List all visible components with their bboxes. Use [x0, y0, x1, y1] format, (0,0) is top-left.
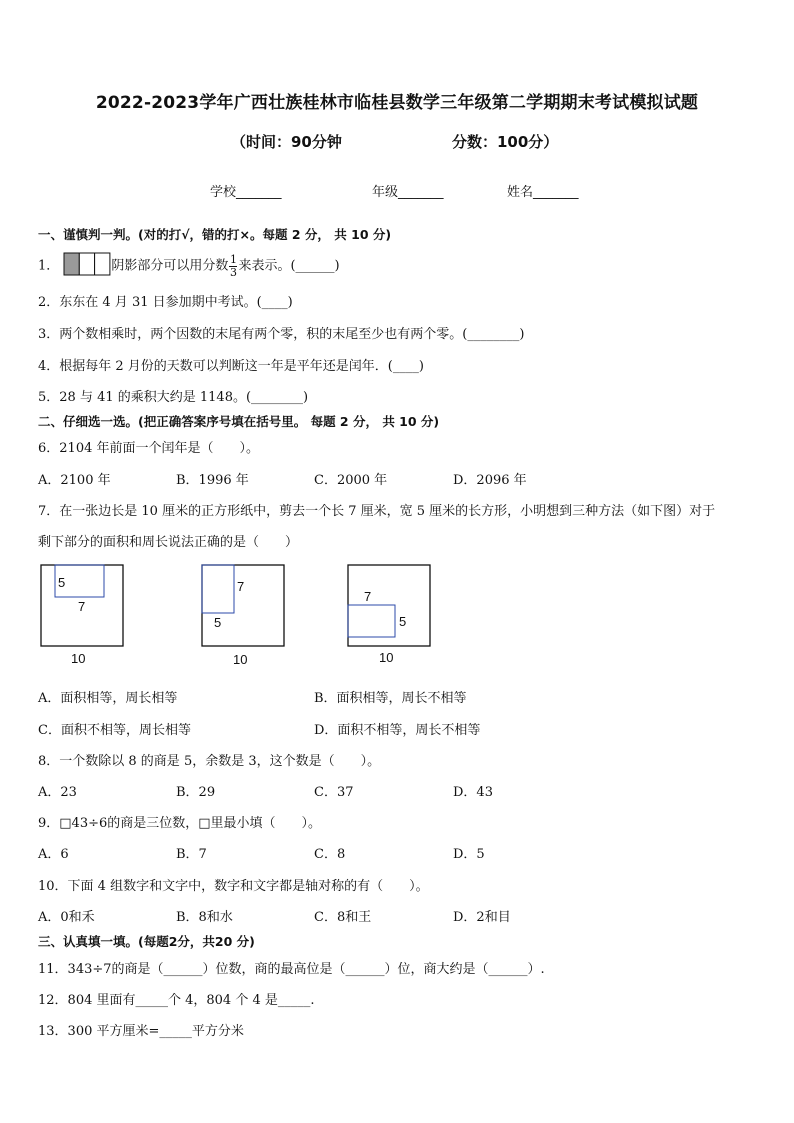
q1-text-before: 阴影部分可以用分数: [111, 258, 229, 274]
question-13: 13．300 平方厘米=_____平方分米: [38, 1024, 244, 1039]
q8-option-d: D．43: [453, 785, 493, 800]
question-5: 5．28 与 41 的乘积大约是 1148。(________): [38, 390, 309, 405]
exam-time: （时间：90分钟: [231, 133, 342, 151]
question-3: 3．两个数相乘时，两个因数的末尾有两个零，积的末尾至少也有两个零。(________): [38, 327, 525, 342]
section1-heading: 一、谨慎判一判。(对的打√，错的打×。每题 2 分， 共 10 分): [38, 227, 392, 242]
question-9: 9．□43÷6的商是三位数，□里最小填（ ）。: [38, 816, 322, 831]
question-7-line1: 7．在一张边长是 10 厘米的正方形纸中，剪去一个长 7 厘米，宽 5 厘米的长方形，小明想到三种方法（如下图）对于: [38, 504, 716, 519]
q1-text-after: 来表示。(______): [238, 258, 340, 274]
fig3-side-label: 10: [379, 650, 394, 665]
q9-option-a: A．6: [38, 847, 69, 862]
question-4: 4．根据每年 2 月份的天数可以判断这一年是平年还是闰年．(____): [38, 359, 424, 374]
fig2-length-label: 7: [237, 579, 245, 594]
fig1-side-label: 10: [71, 651, 86, 666]
q10-option-b: B．8和水: [176, 910, 233, 925]
q7-option-c: C．面积不相等，周长相等: [38, 723, 191, 738]
question-7-line2: 剩下部分的面积和周长说法正确的是（ ）: [38, 535, 299, 550]
q7-option-d: D．面积不相等，周长不相等: [314, 723, 481, 738]
square-figure-2: [197, 560, 293, 672]
square-figure-3: [343, 560, 439, 672]
page-title: 2022-2023学年广西壮族桂林市临桂县数学三年级第二学期期末考试模拟试题: [95, 93, 699, 113]
question-1: [38, 252, 340, 280]
question-2: 2．东东在 4 月 31 日参加期中考试。(____): [38, 295, 293, 310]
question-10: 10．下面 4 组数字和文字中，数字和文字都是轴对称的有（ ）。: [38, 879, 429, 894]
question-11: 11．343÷7的商是（______）位数，商的最高位是（______）位，商大约是（______）.: [38, 962, 545, 977]
question-6: 6．2104 年前面一个闰年是（ ）。: [38, 441, 259, 456]
fig3-length-label: 7: [364, 589, 372, 604]
exam-score: 分数：100分）: [452, 133, 559, 151]
q10-option-c: C．8和王: [314, 910, 372, 925]
square-figure-1: [36, 560, 132, 672]
q9-option-d: D．5: [453, 847, 485, 862]
shaded-bar-figure: [63, 252, 111, 280]
fig1-width-label: 5: [58, 575, 66, 590]
q8-option-a: A．23: [38, 785, 77, 800]
q8-option-b: B．29: [176, 785, 216, 800]
q6-option-c: C．2000 年: [314, 473, 388, 488]
q9-option-c: C．8: [314, 847, 346, 862]
q7-option-a: A．面积相等，周长相等: [38, 691, 178, 706]
section3-heading: 三、认真填一填。(每题2分，共20 分): [38, 934, 255, 949]
q6-option-b: B．1996 年: [176, 473, 249, 488]
q10-option-d: D．2和目: [453, 910, 511, 925]
q10-option-a: A．0和禾: [38, 910, 95, 925]
q7-option-b: B．面积相等，周长不相等: [314, 691, 467, 706]
q6-option-a: A．2100 年: [38, 473, 111, 488]
q1-number: 1．: [38, 258, 60, 274]
q8-option-c: C．37: [314, 785, 354, 800]
name-field: 姓名_______: [507, 185, 579, 200]
fig2-side-label: 10: [233, 652, 248, 667]
section2-heading: 二、仔细选一选。(把正确答案序号填在括号里。 每题 2 分， 共 10 分): [38, 414, 440, 429]
fig3-width-label: 5: [399, 614, 407, 629]
q9-option-b: B．7: [176, 847, 207, 862]
fraction-one-third: $\frac{1}{3}$: [229, 252, 237, 279]
question-12: 12．804 里面有_____个 4，804 个 4 是_____.: [38, 993, 315, 1008]
fig2-width-label: 5: [214, 615, 222, 630]
grade-field: 年级_______: [372, 185, 444, 200]
question-8: 8．一个数除以 8 的商是 5，余数是 3，这个数是（ ）。: [38, 754, 381, 769]
q6-option-d: D．2096 年: [453, 473, 527, 488]
school-field: 学校_______: [210, 185, 282, 200]
fig1-length-label: 7: [78, 599, 86, 614]
